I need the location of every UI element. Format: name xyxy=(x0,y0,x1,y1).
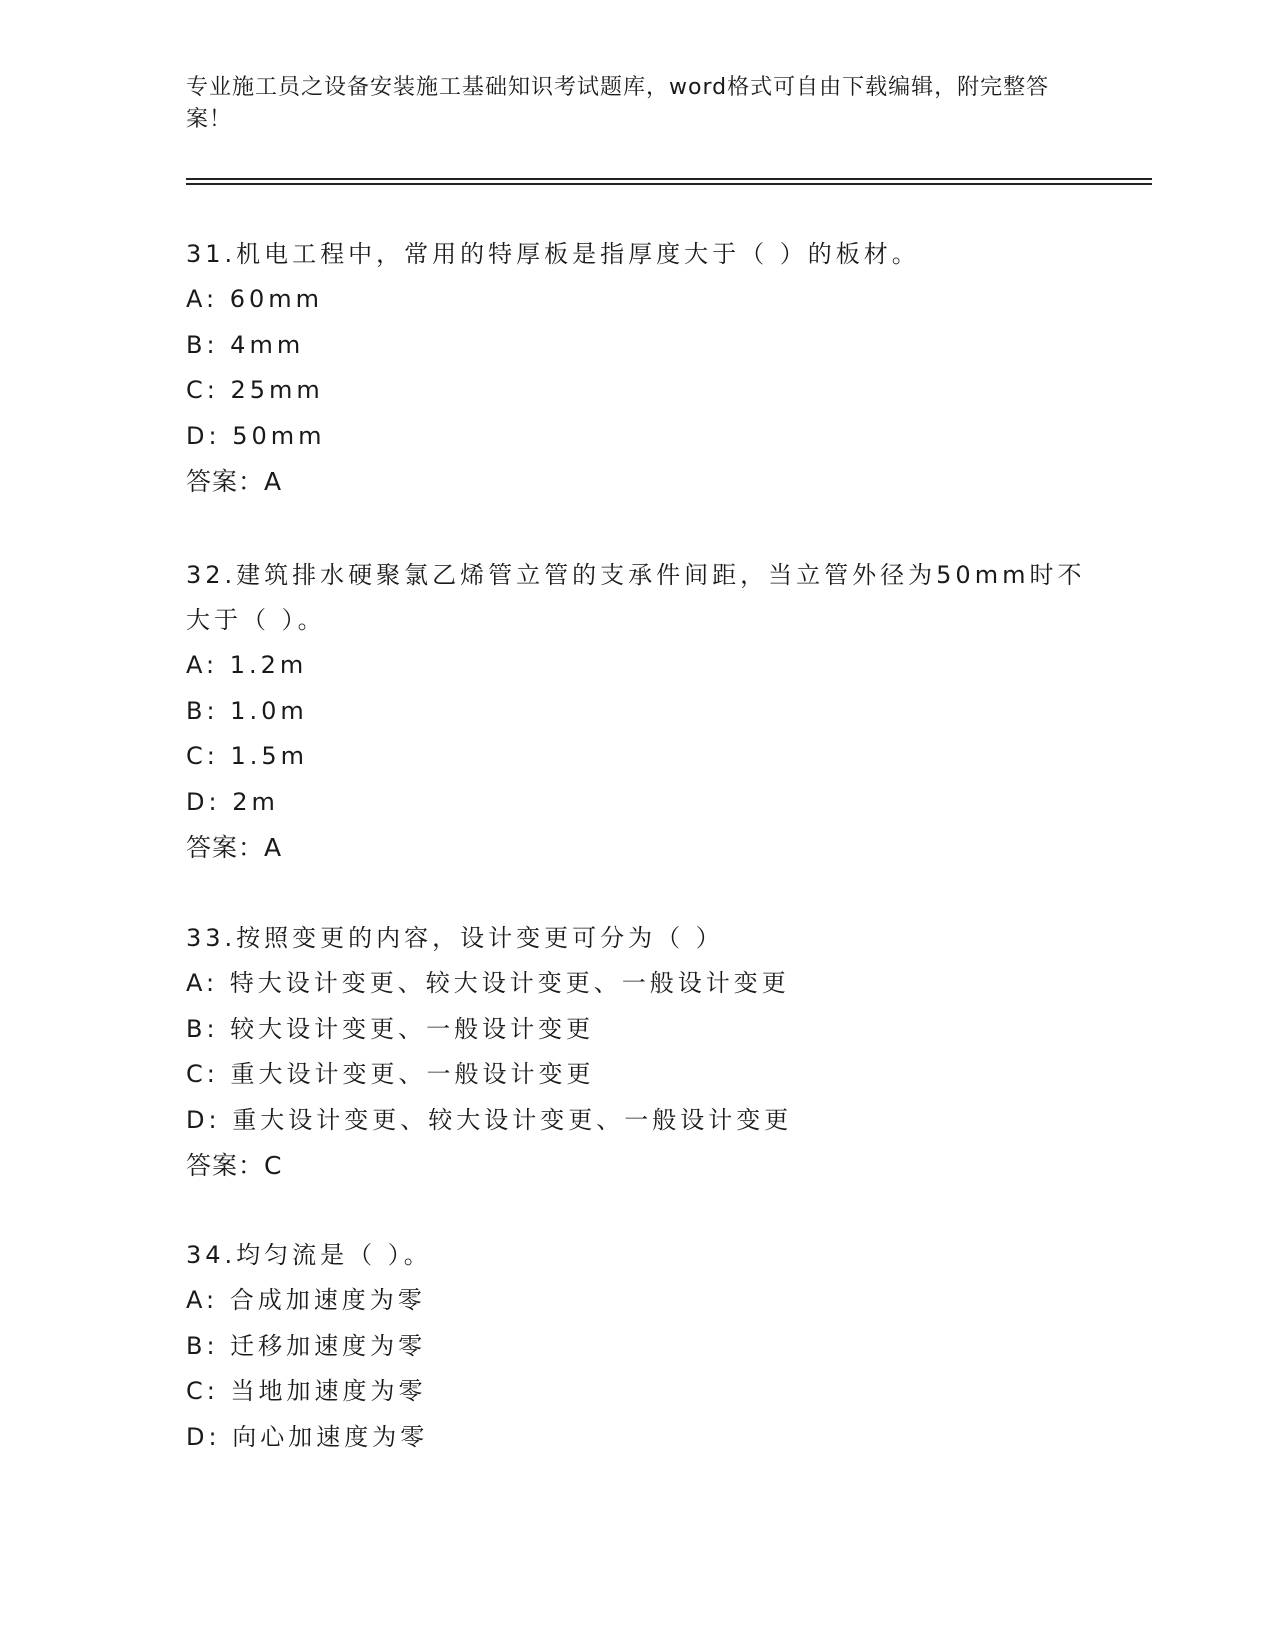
answer: 答案：A xyxy=(186,833,283,862)
document-header xyxy=(186,72,1086,136)
question-34 xyxy=(186,1233,1086,1460)
option-c: C: 重大设计变更、一般设计变更 xyxy=(186,1060,595,1088)
question-32 xyxy=(186,553,1086,870)
question-33 xyxy=(186,916,1086,1188)
header-divider-top xyxy=(186,178,1152,180)
option-c: C: 1.5m xyxy=(186,742,309,770)
question-stem: 31.机电工程中，常用的特厚板是指厚度大于（ ）的板材。 xyxy=(186,240,920,268)
answer: 答案：A xyxy=(186,467,283,496)
option-b: B: 较大设计变更、一般设计变更 xyxy=(186,1014,595,1043)
option-c: C: 当地加速度为零 xyxy=(186,1377,427,1405)
option-d: D: 50mm xyxy=(186,421,326,450)
option-a: A: 合成加速度为零 xyxy=(186,1286,426,1314)
option-b: B: 4mm xyxy=(186,330,305,359)
option-a: A: 60mm xyxy=(186,285,324,313)
question-stem: 33.按照变更的内容，设计变更可分为（ ） xyxy=(186,924,724,952)
option-c: C: 25mm xyxy=(186,376,324,404)
question-stem: 34.均匀流是（ ）。 xyxy=(186,1241,432,1269)
option-b: B: 1.0m xyxy=(186,696,308,725)
option-a: A: 1.2m xyxy=(186,651,308,679)
question-31 xyxy=(186,232,1086,504)
document-title: 专业施工员之设备安装施工基础知识考试题库，word格式可自由下载编辑，附完整答案！ xyxy=(186,75,1050,132)
option-a: A: 特大设计变更、较大设计变更、一般设计变更 xyxy=(186,969,790,997)
header-divider-bottom xyxy=(186,183,1152,185)
option-d: D: 重大设计变更、较大设计变更、一般设计变更 xyxy=(186,1105,793,1134)
option-b: B: 迁移加速度为零 xyxy=(186,1331,427,1360)
question-stem: 32.建筑排水硬聚氯乙烯管立管的支承件间距，当立管外径为50mm时不大于（ ）。 xyxy=(186,561,1086,634)
option-d: D: 2m xyxy=(186,787,279,816)
option-d: D: 向心加速度为零 xyxy=(186,1422,429,1451)
answer: 答案：C xyxy=(186,1151,283,1180)
